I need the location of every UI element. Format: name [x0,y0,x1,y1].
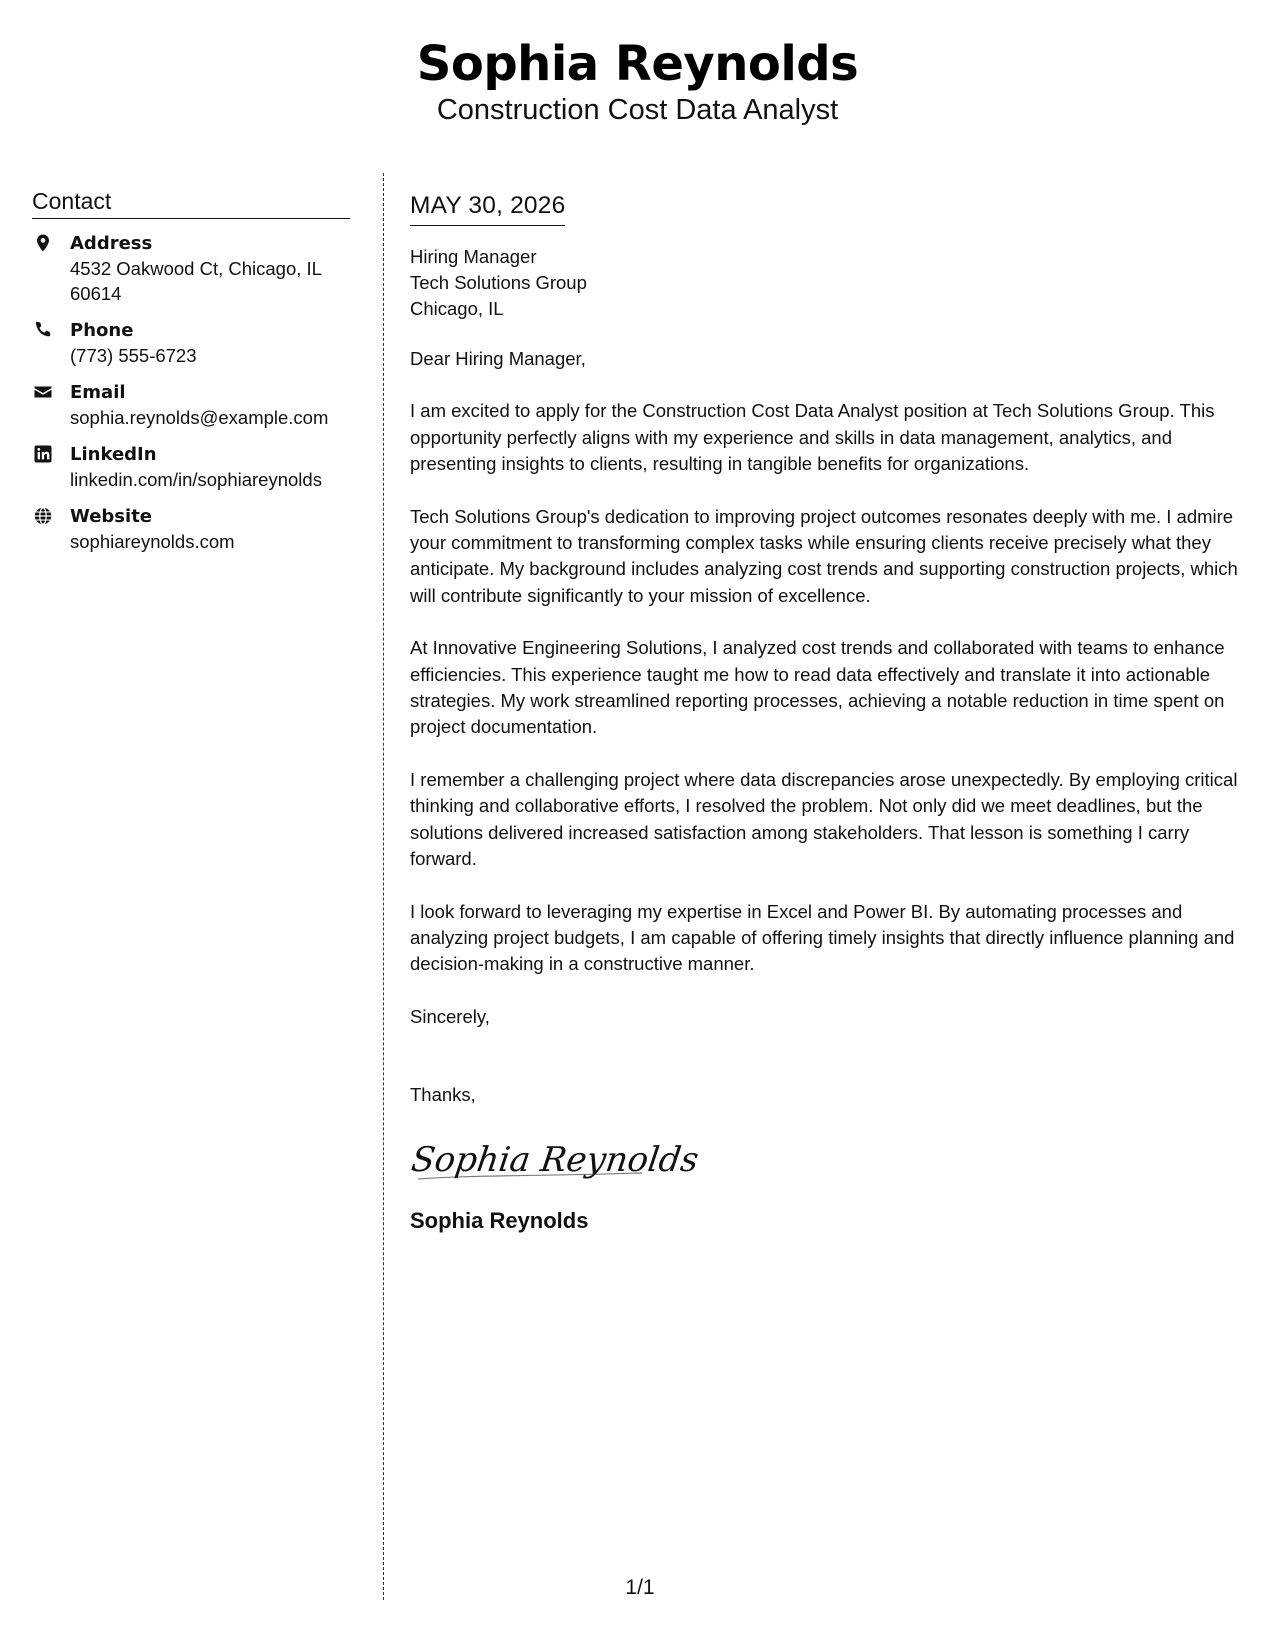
body-paragraph: I look forward to leveraging my expertise in Excel and Power BI. By automating processes and analyzing project budgets, I am capable of offering timely insights that directly influence planning and decision-making in a constructive manner. [410,900,1235,975]
salutation: Dear Hiring Manager, [410,348,586,369]
recipient-line: Chicago, IL [410,298,504,319]
letter-body [410,190,1255,1235]
contact-item-website [32,504,350,554]
map-pin-icon [33,233,53,253]
column-divider [383,173,384,1600]
contact-label: LinkedIn [70,444,157,465]
body-paragraph: Tech Solutions Group's dedication to improving project outcomes resonates deeply with me. I admire your commitment to transforming complex tasks while ensuring clients receive precisely what they anticipate. My background includes analyzing cost trends and supporting construction projects, which will contribute significantly to your mission of excellence. [410,505,1238,606]
contact-label: Email [70,382,126,403]
closing: Sincerely, [410,1005,490,1027]
contact-section-title: Contact [32,186,350,219]
contact-label: Address [70,233,153,254]
phone-icon [33,320,53,340]
body-paragraph: I am excited to apply for the Construction Cost Data Analyst position at Tech Solutions Group. This opportunity perfectly aligns with my experience and skills in data management, analytics, and presenting insights to clients, resulting in tangible benefits for organizations. [410,400,1215,475]
contact-item-linkedin [32,442,350,492]
contact-item-address [32,231,350,306]
signer-name: Sophia Reynolds [410,1207,589,1233]
contact-sidebar [32,186,350,566]
recipient-line: Hiring Manager [410,246,537,267]
contact-label: Website [70,506,153,527]
phone-value[interactable]: (773) 555-6723 [70,345,197,366]
contact-item-phone [32,318,350,368]
body-paragraph: I remember a challenging project where data discrepancies arose unexpectedly. By employing critical thinking and collaborative efforts, I resolved the problem. Not only did we meet deadlines, but the solutions delivered increased satisfaction among stakeholders. That lesson is something I carry forward. [410,768,1238,870]
globe-icon [33,506,53,526]
address-value: 4532 Oakwood Ct, Chicago, IL 60614 [70,258,322,304]
letter-date: MAY 30, 2026 [410,190,565,226]
letter-header [0,34,1275,128]
thanks-line: Thanks, [410,1084,476,1106]
applicant-role: Construction Cost Data Analyst [436,94,839,126]
signature-text: Sophia Reynolds [408,1139,702,1180]
body-paragraph: At Innovative Engineering Solutions, I analyzed cost trends and collaborated with teams to enhance efficiencies. This experience taught me how to read data effectively and translate it into actionable strategies. My work streamlined reporting processes, achieving a notable reduction in time spent on project documentation. [410,637,1225,738]
website-value[interactable]: sophiareynolds.com [70,531,235,552]
contact-list [32,231,350,554]
handwritten-signature [408,1129,702,1193]
email-value[interactable]: sophia.reynolds@example.com [70,407,329,428]
linkedin-value[interactable]: linkedin.com/in/sophiareynolds [70,469,322,490]
applicant-name: Sophia Reynolds [416,36,859,92]
recipient-line: Tech Solutions Group [410,272,587,293]
contact-label: Phone [70,320,134,341]
recipient-block [410,244,1255,322]
contact-item-email [32,380,350,430]
page-number: 1/1 [625,1576,655,1599]
linkedin-icon [33,444,53,464]
envelope-icon [33,382,53,402]
